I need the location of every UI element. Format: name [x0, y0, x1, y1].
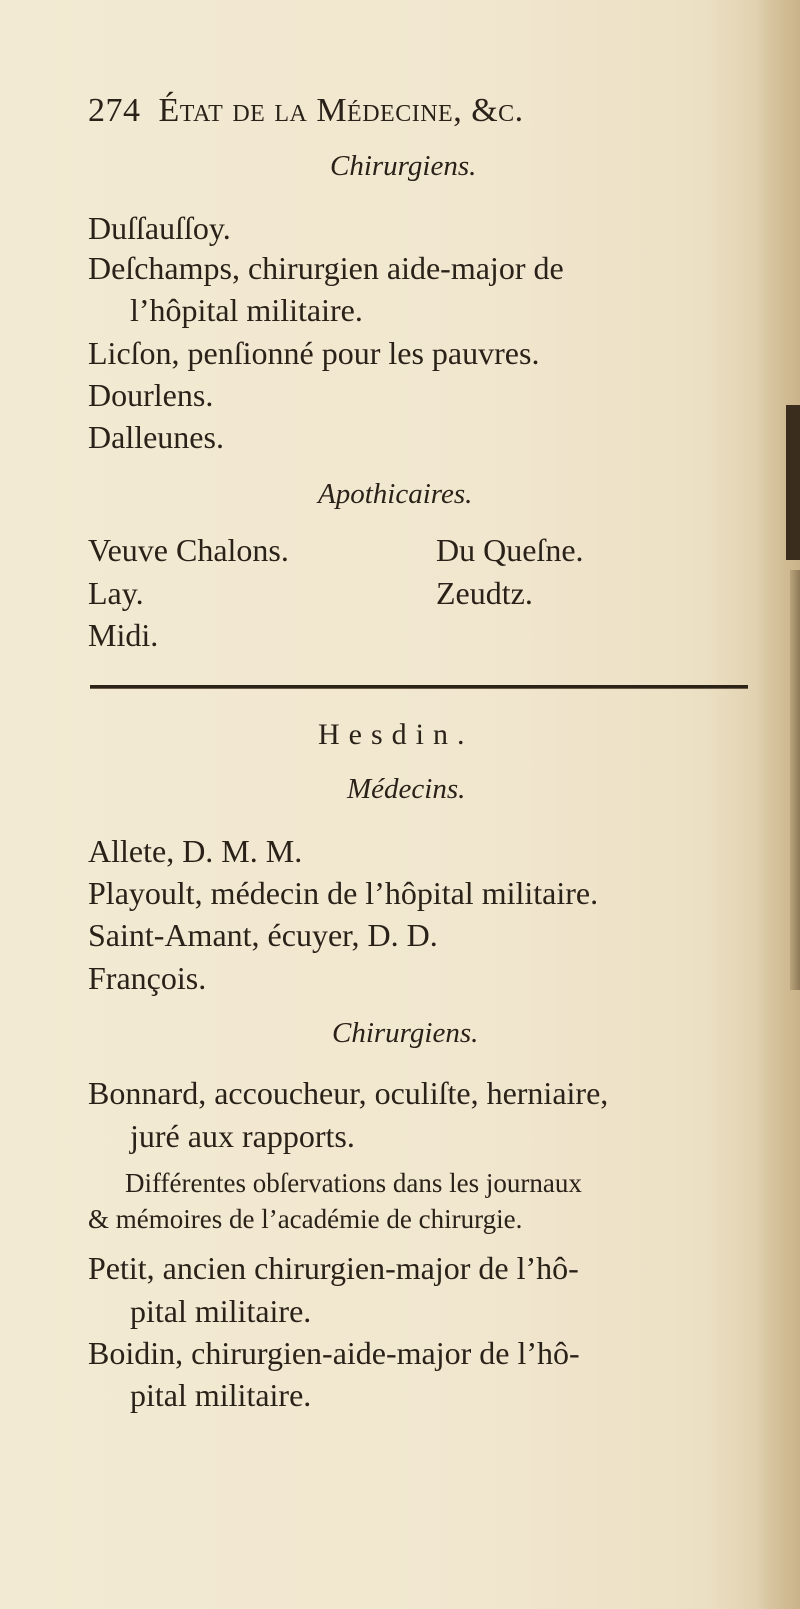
entry-line-continued: pital militaire. — [130, 1377, 312, 1413]
entry-line: Duſſauſſoy. — [88, 210, 231, 246]
entry-line-continued: pital militaire. — [130, 1293, 312, 1329]
section-heading-chirurgiens: Chirurgiens. — [332, 1017, 479, 1049]
city-heading: Hesdin. — [318, 718, 474, 751]
section-divider — [90, 685, 748, 689]
entry-line-continued: juré aux rapports. — [130, 1118, 355, 1154]
note-line: & mémoires de l’académie de chirurgie. — [88, 1204, 523, 1234]
page-edge-shadow — [790, 570, 800, 990]
entry-line: Dalleunes. — [88, 419, 224, 455]
running-header — [88, 92, 524, 130]
entry-line-continued: l’hôpital militaire. — [130, 292, 363, 328]
entry-line: Deſchamps, chirurgien aide-major de — [88, 250, 564, 286]
entry-left: Veuve Chalons. — [88, 532, 289, 568]
entry-line: Bonnard, accoucheur, oculiſte, herniaire, — [88, 1075, 609, 1111]
entry-line: Petit, ancien chirurgien-major de l’hô- — [88, 1250, 579, 1286]
entry-right: Zeudtz. — [436, 575, 533, 611]
entry-line: Playoult, médecin de l’hôpital militaire. — [88, 875, 599, 911]
entry-line: Licſon, penſionné pour les pauvres. — [88, 335, 540, 371]
entry-right: Du Queſne. — [436, 532, 584, 568]
page-edge-mark — [786, 405, 800, 560]
entry-line: Allete, D. M. M. — [88, 833, 303, 869]
note-line: Différentes obſervations dans les journaux — [125, 1168, 582, 1198]
entry-left: Midi. — [88, 617, 159, 653]
entry-line: François. — [88, 960, 207, 996]
running-title: État de la Médecine, &c. — [158, 92, 524, 129]
section-heading-apothicaires: Apothicaires. — [318, 478, 473, 510]
entry-line: Dourlens. — [88, 377, 214, 413]
entry-left: Lay. — [88, 575, 144, 611]
entry-line: Boidin, chirurgien-aide-major de l’hô- — [88, 1335, 580, 1371]
entry-line: Saint-Amant, écuyer, D. D. — [88, 917, 438, 953]
page-number: 274 — [88, 92, 141, 129]
section-heading-chirurgiens: Chirurgiens. — [330, 150, 477, 182]
section-heading-medecins: Médecins. — [347, 773, 466, 805]
